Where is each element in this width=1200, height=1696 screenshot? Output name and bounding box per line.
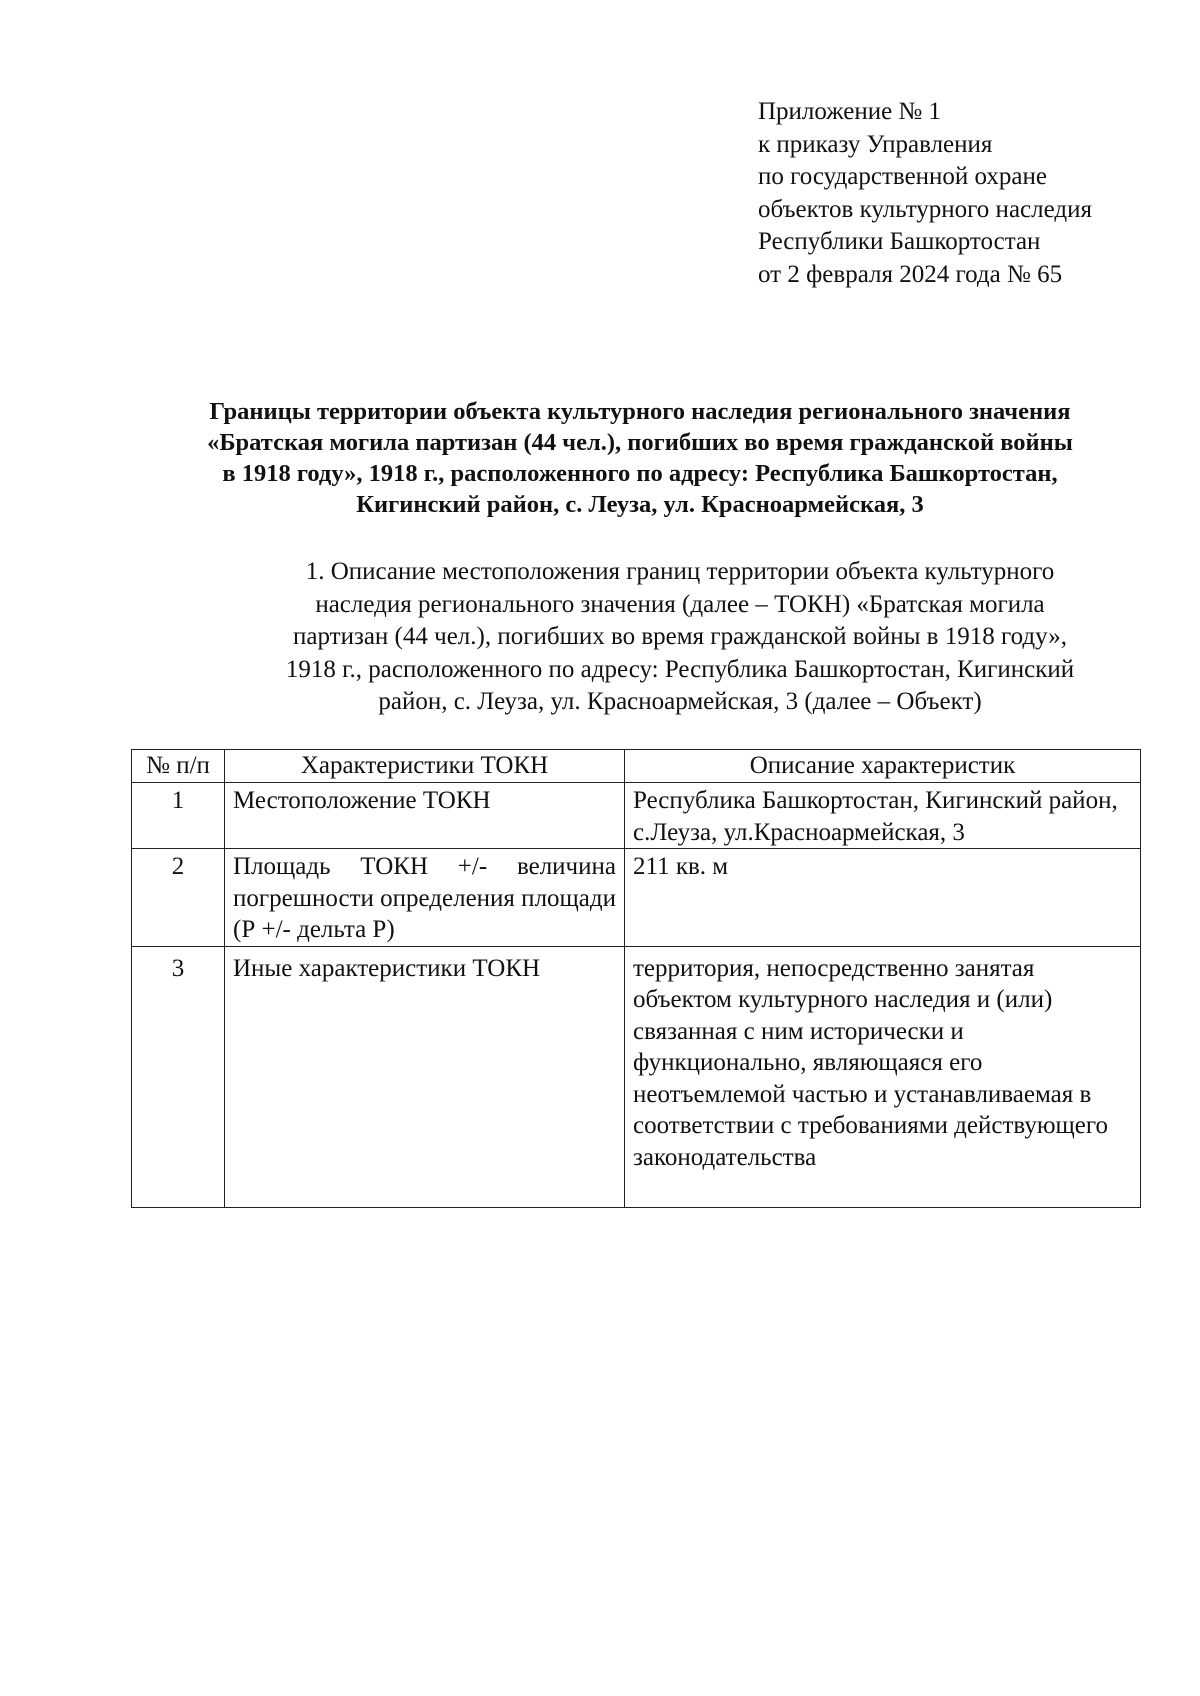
appendix-line: от 2 февраля 2024 года № 65 xyxy=(758,260,1063,288)
row-description: 211 кв. м xyxy=(625,849,1141,947)
table-header-row xyxy=(132,750,1141,783)
document-title xyxy=(120,396,1160,520)
table-row xyxy=(132,849,1141,947)
title-line: «Братская могила партизан (44 чел.), погибших во время гражданской войны xyxy=(207,429,1073,456)
row-description: Республика Башкортостан, Кигинский район, с.Леуза, ул.Красноармейская, 3 xyxy=(625,783,1141,849)
appendix-line: объектов культурного наследия xyxy=(758,195,1092,223)
section-line: партизан (44 чел.), погибших во время гражданской войны в 1918 году», xyxy=(293,623,1067,650)
appendix-line: по государственной охране xyxy=(758,163,1048,190)
table-row xyxy=(132,946,1141,1207)
header-description: Описание характеристик xyxy=(625,750,1141,783)
title-line: в 1918 году», 1918 г., расположенного по адресу: Республика Башкортостан, xyxy=(222,460,1058,487)
section-line: 1918 г., расположенного по адресу: Республика Башкортостан, Кигинский xyxy=(285,655,1075,683)
header-number: № п/п xyxy=(132,750,225,783)
row-characteristic: Площадь ТОКН +/- величина погрешности определения площади (Р +/- дельта Р) xyxy=(225,849,625,947)
section-line: наследия регионального значения (далее – ТОКН) «Братская могила xyxy=(315,590,1045,618)
row-number: 2 xyxy=(132,849,225,947)
table-row xyxy=(132,783,1141,849)
appendix-line: Приложение № 1 xyxy=(758,98,942,125)
row-number: 1 xyxy=(132,783,225,849)
row-characteristic: Местоположение ТОКН xyxy=(225,783,625,849)
title-line: Границы территории объекта культурного наследия регионального значения xyxy=(209,398,1071,425)
section-line: 1. Описание местоположения границ территории объекта культурного xyxy=(305,558,1055,585)
row-characteristic: Иные характеристики ТОКН xyxy=(225,946,625,1207)
row-description: территория, непосредственно занятая объектом культурного наследия и (или) связанная с ним исторически и функционально, являющаяся его неотъемлемой частью и устанавливаемая в соответствии с требованиями действующего законодательства xyxy=(625,946,1141,1207)
appendix-line: Республики Башкортостан xyxy=(758,228,1041,255)
header-characteristic: Характеристики ТОКН xyxy=(225,750,625,783)
title-line: Кигинский район, с. Леуза, ул. Красноармейская, 3 xyxy=(356,491,924,518)
row-number: 3 xyxy=(132,946,225,1207)
appendix-line: к приказу Управления xyxy=(758,130,993,158)
appendix-block xyxy=(758,96,1178,291)
characteristics-table xyxy=(131,749,1141,1208)
section-line: район, с. Леуза, ул. Красноармейская, 3 (далее – Объект) xyxy=(378,688,982,715)
section-heading xyxy=(215,556,1145,719)
